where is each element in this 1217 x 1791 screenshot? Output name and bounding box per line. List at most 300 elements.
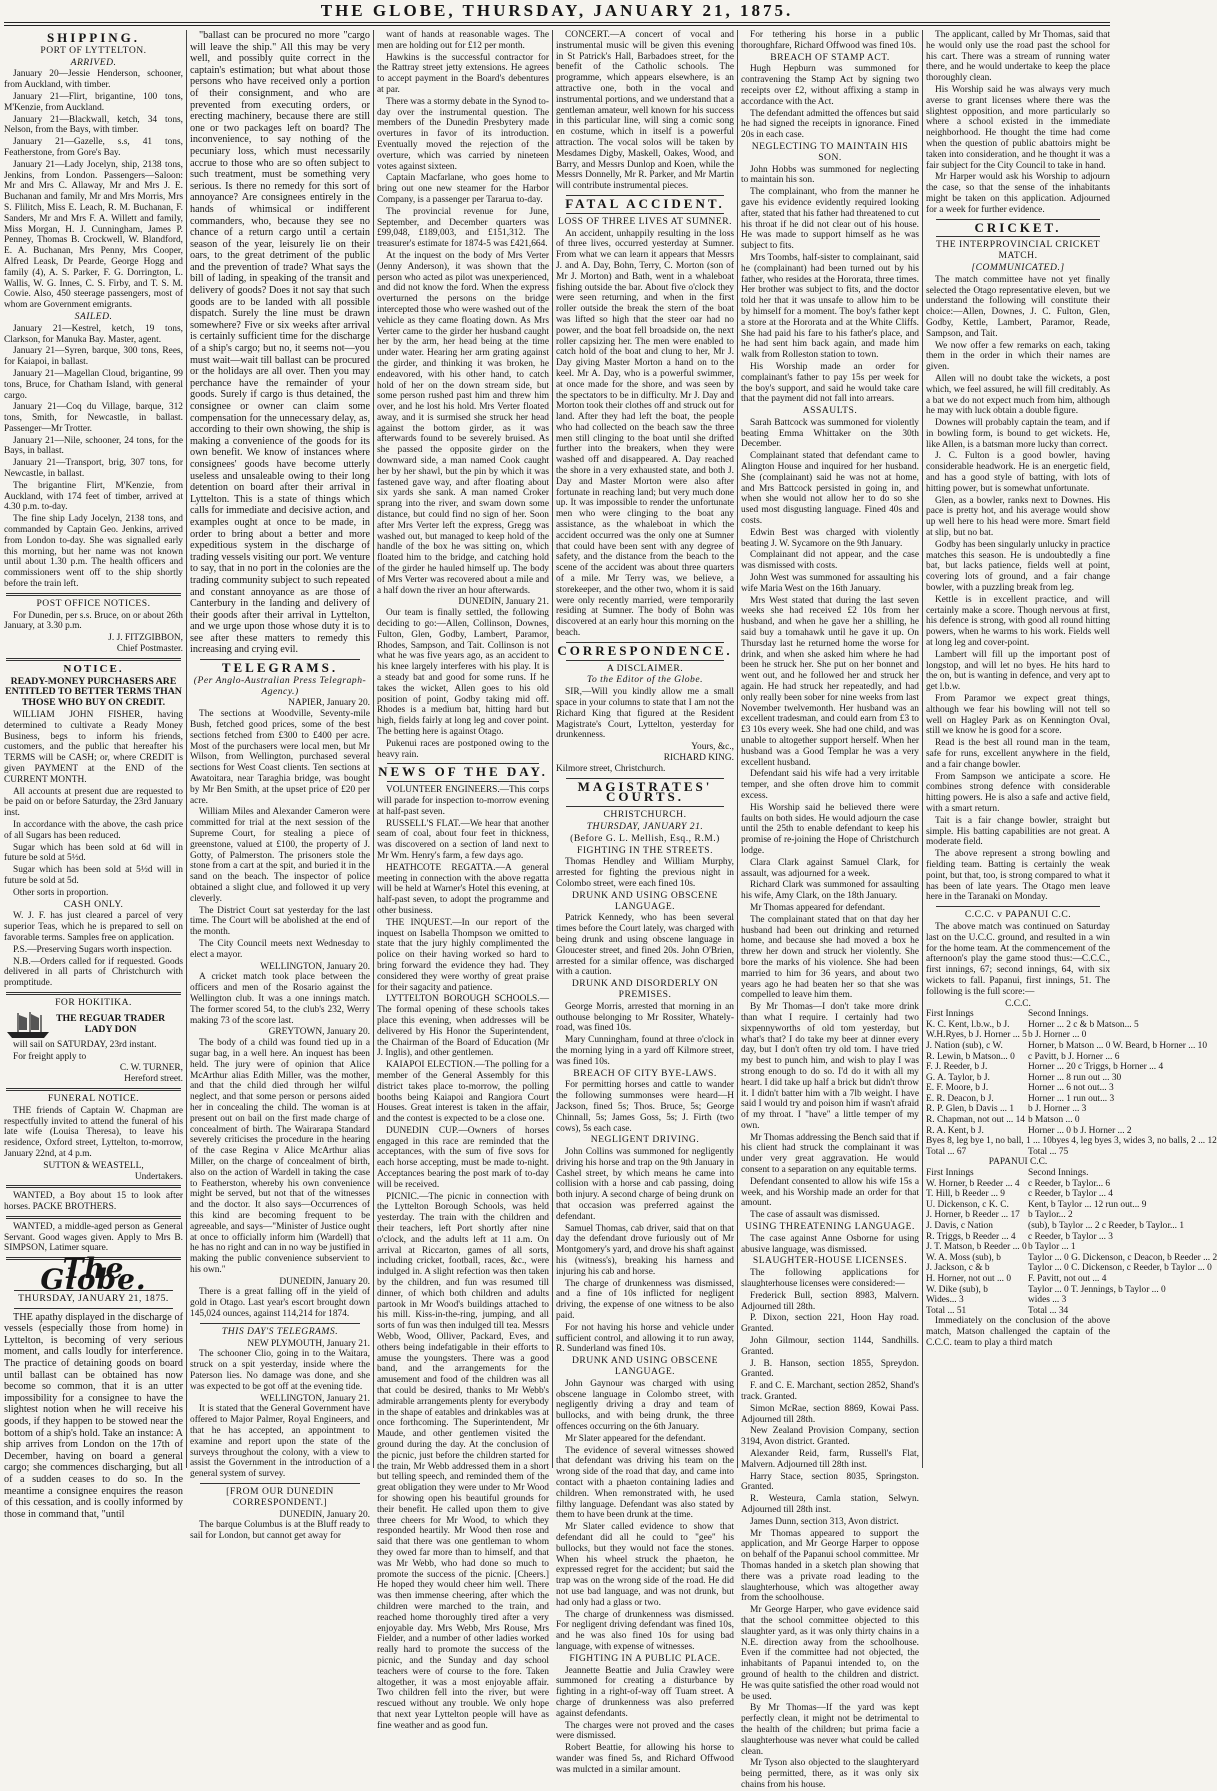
article-para: want of hands at reasonable wages. The men are holding out for £12 per month.: [377, 30, 549, 51]
scorecard-cell: H. Horner, not out ... 0: [926, 1273, 1012, 1284]
case-para: Robert Beattie, for allowing his horse to wander was fined 5s, and Richard Offwood was mulcted in a similar amount.: [556, 1743, 734, 1775]
scorecard-cell: R. P. Glen, b Davis ... 1: [926, 1104, 1015, 1115]
article-para: The provincial revenue for June, September, and December quarters was £99,048, £189,003, and £151,312. The treasurer's estimate for 1874-5 was £421,664.: [377, 206, 549, 250]
case-para: The complainant stated that on that day her husband had been out drinking and returned home, and because she had moved a box he threw her down and struck her violently. She bore the marks of his violence. She had been married to him for 36 years, and about two years ago he had beaten her so that she was compelled to leave him them.: [741, 914, 919, 1001]
hokitika-address: Hereford street.: [124, 1074, 183, 1085]
divider: [6, 1216, 181, 1219]
cash-text: W. J. F. has just cleared a parcel of very superior Teas, which he is prepared to sell on favorable terms. Samples free on application.: [4, 911, 183, 943]
case-para: His Worship said he was always very much averse to grant licenses where there was the slightest opposition, and more particularly so where a school existed in the immediate neighborhood. He thought the time had come when the question of public abattoirs might be taken into consideration, and he thought it was a fair subject for the City Council to take in hand.: [926, 84, 1110, 171]
divider: [6, 1185, 181, 1188]
divider: [200, 1323, 360, 1324]
scorecard-cell: Horner ... 20 c Triggs, b Horner ... 4: [1028, 1062, 1164, 1073]
scorecard-row: [926, 1093, 1115, 1105]
case-para: The defendant admitted the offences but said he had signed the receipts in ignorance. Fined 20s in each case.: [741, 108, 919, 141]
column-rule: [922, 30, 923, 1468]
news-item: PICNIC.—The picnic in connection with the Lyttelton Borough Schools, was held yesterday. The train with the children and their teachers, left Port shortly after nine o'clock, and the adults left at 11 a.m. On arrival at Riccarton, games of all sorts, including cricket, football, races, &c., were indulged in. A slight refection was then taken by the children, and fun was resumed till dinner, of which both children and adults partook in Mr Wood's buildings attached to his mill. Kiss-in-the-ring, jumping, and all sorts of fun was then indulged till tea. Messrs Webb, Wood, Olliver, Packard, Eves, and others being indefatigable in their efforts to amuse the youngsters. There was a good band, and the arrangements for the amusement and food of the children was all that could be desired, thanks to Mr Webb's admirable arrangements plenty for everybody in the shape of eatables and drinkables was at once forthcoming. The Superintendent, Mr Maude, and other gentlemen visited the ground during the day. At the conclusion of the picnic, just before the children started for the train, Mr Webb addressed them in a short but telling speech, and reminded them of the great obligation they were under to Mr Wood for showing open his beautiful grounds for their benefit. He called upon them to give three cheers for Mr Wood, to which they responded heartily. Mr Wood then rose and said that there was one gentleman to whom they owed far more than to himself, and that was Mr Webb, who had done so much to promote the success of the picnic. [Cheers.] He hoped they would cheer him well. There was then immense cheering, after which the children were marched to the train, and reached home thoroughly tired after a very enjoyable day. Mrs Webb, Mrs Rouse, Mrs Fielder, and a number of other ladies worked really hard to promote the success of the picnic, and the Sunday and day school teachers were of course to the fore. Taken altogether, it was a most enjoyable affair. Two children fell into the river, but were rescued without any trouble. We only hope that next year Lyttelton people will have as fine weather and as good fun.: [377, 1191, 549, 1731]
scorecard-row: [926, 1040, 1208, 1052]
scorecard-cell: U. Dickenson, c K. C.: [926, 1199, 1009, 1210]
scorecard-cell: Wides... 3: [926, 1295, 964, 1306]
scorecard-cell: W. A. Moss (sub), b: [926, 1252, 1001, 1263]
case-para: Richard Clark was summoned for assaulting his wife, Amy Clark, on the 18th January.: [741, 880, 919, 902]
sailing-item: The brigantine Flirt, M'Kenzie, from Auckland, with 174 feet of timber, arrived at 4.30 p.m. to-day.: [4, 480, 183, 513]
post-office-text: For Dunedin, per s.s. Bruce, on or about 26th January, at 3.30 p.m.: [4, 610, 183, 632]
hokitika-heading: FOR HOKITIKA.: [55, 996, 132, 1008]
column-3: [377, 30, 549, 1731]
masthead-rule: [4, 22, 1110, 26]
case-para: Defendant said his wife had a very irritable temper, and she often drove him to commit excess.: [741, 769, 919, 801]
telegram-para: The barque Columbus is at the Bluff ready to sail for London, but cannot get away for: [190, 1520, 370, 1542]
license-item: Frederick Bull, section 8983, Malvern. Adjourned till 28th.: [741, 1290, 919, 1312]
disclaimer-heading: A DISCLAIMER.: [606, 662, 684, 674]
scorecard-cell: Horner ... 0 b J. Horner ... 2: [1028, 1125, 1132, 1136]
scorecard-cell: T. Hill, b Reeder ... 9: [926, 1189, 1005, 1200]
scorecard-row: [926, 1051, 1120, 1063]
scorecard-cell: Byes 8, leg bye 1, no ball, 1 ... 10: [926, 1136, 1052, 1147]
scorecard-cell: R. A. Kent, b J.: [926, 1125, 984, 1136]
sailing-item: January 21—Coq du Village, barque, 312 tons, Smith, for Newcastle, in ballast. Passenger—Mr Trotter.: [4, 402, 183, 434]
scorecard-row: [926, 1295, 1110, 1306]
scorecard-cell: F. Pavitt, not out ... 4: [1028, 1273, 1107, 1284]
masthead: THE GLOBE, THURSDAY, JANUARY 21, 1875.: [320, 1, 794, 20]
telegram-para: The sections at Woodville, Seventy-mile Bush, fetched good prices, some of the best sections fetched from £300 to £400 per acre. Most of the purchasers were local men, but Mr Wilson, from Wellington, purchased several sections for West Coast clients. Ten sections at Awatoitara, near Taraghia bridge, was bought by Mr Ben Smith, at the upset price of £20 per acre.: [190, 709, 370, 806]
scorecard-cell: R. Lewin, b Matson... 0: [926, 1051, 1015, 1062]
article-para: Captain Macfarlane, who goes home to bring out one new steamer for the Harbor Company, is a passenger per Tararua to-day.: [377, 173, 549, 205]
scorecard-row: [926, 1030, 1110, 1041]
case-para: Sarah Battcock was summoned for violently beating Emma Whittaker on the 30th December.: [741, 417, 919, 450]
sailing-item: January 21—Kestrel, ketch, 19 tons, Clarkson, for Manuka Bay. Master, agent.: [4, 323, 183, 345]
scorecard-cell: Kent, b Taylor ... 12 run out... 9: [1028, 1199, 1147, 1210]
dateline: DUNEDIN, January 20.: [279, 1276, 370, 1287]
dateline: WELLINGTON, January 21.: [260, 1393, 370, 1404]
news-item: KAIAPOI ELECTION.—The polling for a member of the General Assembly for this district takes place to-morrow, the polling booths being Kaiapoi and Rangiora Court Houses. Great interest is taken in the affair, and the contest is expected to be a close one.: [377, 1060, 549, 1125]
funeral-text: THE friends of Captain W. Chapman are respectfully invited to attend the funeral of his late wife (Louisa Theresa), to leave his residence, Oxford street, Lyttelton, to-morrow, January 22nd, at 4 p.m.: [4, 1105, 183, 1159]
license-item: New Zealand Provision Company, section 3194, Avon district. Granted.: [741, 1426, 919, 1448]
telegram-para: William Miles and Alexander Cameron were committed for trial at the next session of the Supreme Court, for stealing a piece of greenstone, valued at £100, the property of J. Gotty, of Palmerston. The prisoners stole the stone from a cart at the spit, and buried it in the sand on the beach. The inspector of police obtained a slight clue, and followed it up very cleverly.: [190, 807, 370, 904]
leader-continued: "ballast can be procured no more "cargo will leave the ship." All this may be very well, and possibly quite correct in the captain's estimation; but what about those persons who have received only a portion of their consignment, and who are prevented from executing orders, or erecting machinery, because there are still one or two packages left on board? The inconvenience, to say nothing of the pecuniary loss, which must necessarily accrue to those who are so often subject to such treatment, must be something very serious. Is there no remedy for this sort of annoyance? Are consignees entirely in the hands of whimsical or indifferent commanders, who, because they see no chance of a return cargo until a certain season of the year, leisurely lie on their oars, to the great detriment of the public and the prevention of trade? What says the bill of lading, in speaking of the transit and delivery of goods? Does it not say that such goods are to be landed with all possible dispatch. Surely the line must be drawn somewhere? Five or six weeks after arrival is certainly sufficient time for the discharge of a ship's cargo; but no, it seems not—you must wait—wait till ballast can be procured or the holidays are all over. Then you may perchance have the remainder of your goods. Surely if cargo is thus detained, the consignee or owner can claim some compensation for the unnecessary delay, as, according to their own showing, the ship is making a convenience of the goods for its own benefit. We know of instances where consignees' goods have become utterly useless and unsaleable owing to their long detention on board after their arrival in Lyttelton. This is a state of things which calls for immediate and decisive action, and examples ought at once to be made, in order to bring about a better and more expeditious system in the discharge of trading vessels visiting our port. We venture to say, that in no port in the colonies are the trading community subject to such repeated and constant annoyance as are those of Canterbury in the landing and delivery of their goods after their arrival in Lyttelton, and we urge upon those whose duty it is to see after these matters to remedy this increasing and crying evil.: [190, 30, 370, 656]
scorecard-rows: [926, 1178, 1217, 1306]
case-para: Patrick Kennedy, who has been several times before the Court lately, was charged with being drunk and using obscene language in Gloucester street, and fined 20s. John O'Brien, arrested for a similar offence, was discharged with a caution.: [556, 913, 734, 978]
scorecard-cell: J. T. Matson, b Reeder ... 0: [926, 1242, 1027, 1253]
cricket-para: Glen, as a bowler, ranks next to Downes. His pace is pretty hot, and his average would show up well here to his head were more. Smart field at slip, but no bat.: [926, 495, 1110, 539]
scorecard-cell: E. R. Deacon, b J.: [926, 1093, 994, 1104]
article-para: Pukenui races are postponed owing to the heavy rain.: [377, 738, 549, 760]
scorecard-team: C.C.C.: [1005, 998, 1031, 1009]
case-para: Mrs West stated that during the last seven weeks she had received £2 10s from her husband, and when he gave her a shilling, he said buy a tomahawk until he gave it up. On Thursday last he returned home the worse for drink, and when she asked him where he had been he struck her. She put on her bonnet and went out, and he followed her and struck her again. He had struck her repeatedly, and had only really been sober for nine weeks from last November twelvemonth. Her husband was an excellent tradesman, and could earn from £3 to £3 10s every week. She had one child, and was unable to altogether support herself. When her husband was a Good Templar he was a very excellent husband.: [741, 595, 919, 768]
court-date: THURSDAY, JANUARY 21.: [586, 820, 704, 832]
article-para: Our team is finally settled, the following deciding to go:—Allen, Collinson, Downes, Fulton, Glen, Godby, Lambert, Paramor, Rhodes, Sampson, and Tait. Collinson is not what he was five years ago, as an accident to his knee largely interferes with his play. It is a steady bat and good for some runs. If he takes the wicket, Allen goes to his old position of point, Godby taking mid off. Rhodes is a medium bat, hitting hard but high, fields fairly at long leg and cover point. The betting here is against Otago.: [377, 608, 549, 737]
case-para: For tethering his horse in a public thoroughfare, Richard Offwood was fined 10s.: [741, 30, 919, 51]
news-item: DUNEDIN CUP.—Owners of horses engaged in this race are reminded that the acceptances, with the sum of five sovs for each horse accepting, must be made to-night. Acceptances bearing the post mark of to-day will be received.: [377, 1125, 549, 1190]
sailed-label: SAILED.: [74, 310, 113, 322]
post-office-sign: J. J. FITZGIBBON,: [108, 633, 183, 644]
case-para: John Hobbs was summoned for neglecting to maintain his son.: [741, 164, 919, 186]
sailing-item: January 21—Syren, barque, 300 tons, Rees, for Kaiapoi, in ballast.: [4, 346, 183, 368]
fatal-accident-sub: LOSS OF THREE LIVES AT SUMNER.: [557, 215, 733, 227]
letter-body: SIR,—Will you kindly allow me a small space in your columns to state that I am not the Richard King that figured at the Resident Magistrate's Court, Lyttelton, yesterday for drunkenness.: [556, 687, 734, 741]
scorecard-cell: (sub), b Taylor ... 2 c Reeder, b Taylor... 1: [1028, 1221, 1185, 1231]
sailing-item: January 21—Transport, brig, 307 tons, for Newcastle, in ballast.: [4, 458, 183, 480]
divider: [566, 806, 724, 807]
scorecard-cell: E. F. Moore, b J.: [926, 1083, 989, 1094]
article-para: There was a stormy debate in the Synod to-day over the instrumental question. The members of the Dunedin Presbytery made overtures in favor of its introduction. Eventually moved the rejection of the overture, which was carried by nineteen votes against sixteen.: [377, 96, 549, 172]
divider: [566, 660, 724, 661]
scorecard-cell: Taylor ... 0 C. Dickenson, c Reeder, b Taylor ... 0: [1028, 1263, 1212, 1274]
telegram-para: The body of a child was found tied up in a sugar bag, in a well here. An inquest has been held. The jury were of opinion that Alice McArthur alias Edith Miller, was the mother, and that the child died through her wilful neglect, and that some person or persons aided her in concealing the child. The woman is at present out on bail on the first made charge of concealment of birth. The Wairarapa Standard severely criticises the procedure in the hearing of the case Regina v Alice McArthur alias Miller, on the charge of concealment of birth, also on the action of Wardell in taking the case to Featherston, whereby his own convenience might be served, but not that of the witnesses and the doctor. It also says—Occurrences of this kind are becoming frequent to be agreeable, and says—"Minister of Justice ought at once to officially inform him (Wardell) that he has no right and can in no way be justified in making the public convenience subservient to his own.": [190, 1038, 370, 1275]
scorecard-cell: Taylor ... 0 T. Jennings, b Taylor ... 0: [1028, 1284, 1166, 1295]
own-correspondent: [FROM OUR DUNEDIN CORRESPONDENT.]: [226, 1486, 334, 1508]
scorecard-row: [926, 1210, 1110, 1221]
case-para: Mr Slater called evidence to show that defendant did all he could to "gee" his bullocks, but they would not face the stones. When his wheel struck the phaeton, he expressed regret for the accident; but said the trap was on the wrong side of the road. He did not use bad language, and was not drunk, but had only had a glass or two.: [556, 1522, 734, 1608]
license-item: Harry Stace, section 8035, Springston. Granted.: [741, 1471, 919, 1493]
arrival-item: January 21—Flirt, brigantine, 100 tons, M'Kenzie, from Auckland.: [4, 91, 183, 113]
case-para: Mr Thomas appeared to support the application, and Mr George Harper to oppose on behalf of the Papanui school committee. Mr Thomas handed in a sketch plan showing that there was a private road leading to the slaughterhouse, which was altogether away from the schoolhouse.: [741, 1528, 919, 1604]
dateline: GREYTOWN, January 20.: [268, 1027, 370, 1038]
ccc-match-heading: C.C.C. v PAPANUI C.C.: [964, 909, 1072, 921]
shipping-heading: SHIPPING.: [46, 30, 141, 45]
news-item: CONCERT.—A concert of vocal and instrumental music will be given this evening in St Patrick's Hall, Barbadoes street, for the benefit of the Catholic schools. The programme, which appears elsewhere, is an attractive one, both in the vocal and instrumental portions, and we understand that a gentleman amateur, well known for his success in this particular line, will sing a comic song en costume, which in itself is a powerful attraction. The vocal solos will be taken by Mesdames Digby, Maskell, Oakes, Wood, and Barry, and Messrs Dunlop and Koen, while the Messrs Donnelly, Mr R. Parker, and Mr Martin will contribute instrumental pieces.: [556, 30, 734, 192]
wanted-advert: WANTED, a Boy about 15 to look after horses. PACKE BROTHERS.: [4, 1191, 183, 1213]
scorecard-cell: b J. Horner ... 3: [1028, 1104, 1087, 1115]
case-heading: SLAUGHTER-HOUSE LICENSES.: [752, 1255, 908, 1267]
notice-heading: NOTICE.: [63, 662, 124, 675]
scorecard-row: [926, 1284, 1166, 1296]
case-heading: BREACH OF STAMP ACT.: [770, 51, 890, 63]
wanted-advert: WANTED, a middle-aged person as General Servant. Good wages given. Apply to Mrs B. SIMPSON, Latimer square.: [4, 1221, 183, 1254]
divider: [14, 1308, 173, 1309]
cricket-para: The above represent a strong bowling and fielding team. Batting is certainly the weak point, but that, too, is strong compared to what it has been of late years. The Otago men leave here in the Taranaki on Monday.: [926, 849, 1110, 903]
case-para: The case of assault was dismissed.: [750, 1210, 880, 1221]
scorecard-row: [926, 1062, 1164, 1073]
notice-para: Sugar which has been sold at 6d will in future be sold at 5½d.: [4, 842, 183, 864]
scorecard-cell: b Taylor ... 1: [1028, 1242, 1076, 1253]
cash-heading: CASH ONLY.: [63, 898, 124, 910]
case-heading: USING THREATENING LANGUAGE.: [745, 1221, 915, 1233]
notice-para: Other sorts in proportion.: [13, 887, 109, 898]
license-item: P. Dixon, section 221, Hoon Hay road. Granted.: [741, 1313, 919, 1335]
dateline: NEW PLYMOUTH, January 21.: [247, 1338, 370, 1349]
case-heading: DRUNK AND USING OBSCENE LANGUAGE.: [571, 1355, 719, 1378]
news-item: LYTTELTON BOROUGH SCHOOLS.—The formal opening of these schools takes place this evening, when addresses will be delivered by His Honor the Superintendent, the Chairman of the Board of Education (Mr J. Inglis), and other gentlemen.: [377, 994, 549, 1059]
scorecard-row: [926, 1136, 1217, 1147]
scorecard-cell: W. Horner, b Reeder ... 4: [926, 1178, 1020, 1189]
funeral-sign: SUTTON & WEASTELL,: [43, 1160, 144, 1171]
column-rule: [552, 30, 553, 1468]
divider: [6, 593, 181, 596]
scorecard-cell: J. Nation (sub), c W.: [926, 1040, 1003, 1051]
column-5: [741, 30, 919, 1790]
scorecard-cell: c Reeder, b Taylor ... 4: [1028, 1189, 1113, 1200]
column-rule: [373, 30, 374, 1468]
scorecard-cell: G. A. Taylor, b J.: [926, 1072, 990, 1083]
notice-body: WILLIAM JOHN FISHER, having determined to cultivate a Ready Money Business, begs to inform his friends, customers, and the public that hereafter his TERMS will be CASH; or, where CREDIT is given PAYMENT at the END of the CURRENT MONTH.: [4, 710, 183, 785]
arrived-label: ARRIVED.: [70, 56, 117, 68]
case-heading: FIGHTING IN A PUBLIC PLACE.: [569, 1652, 721, 1664]
arrival-item: January 21—Blackwall, ketch, 34 tons, Nelson, from the Bays, with timber.: [4, 114, 183, 136]
hokitika-agent: C. W. TURNER,: [119, 1063, 183, 1074]
funeral-heading: FUNERAL NOTICE.: [47, 1092, 140, 1104]
license-item: Simon McRae, section 8869, Kowai Pass. Adjourned till 28th.: [741, 1403, 919, 1425]
post-office-role: Chief Postmaster.: [116, 644, 183, 655]
case-para: Mr George Harper, who gave evidence said that the school committee objected to this slaughter yard, as it was only thirty chains in a N.E. direction away from the schoolhouse. Even if the committee had not objected, the inhabitants of Papanui intended to, on the ground of health to the children and district. He was quite satisfied the other road would not be used.: [741, 1605, 919, 1702]
dateline: WELLINGTON, January 20.: [260, 961, 370, 972]
port-heading: PORT OF LYTTELTON.: [40, 44, 147, 56]
scorecard-cell: R. Chapman, not out ... 14: [926, 1115, 1025, 1126]
sailing-item: The fine ship Lady Jocelyn, 2138 tons, and commanded by Captain Geo. Jenkins, arrived from London to-day. She was signalled early this morning, but her name was not known until about 1.30 p.m. The health officers and commissioners went off to the ship shortly before the train left.: [4, 514, 183, 590]
communicated-label: [COMMUNICATED.]: [971, 261, 1065, 273]
scorecard-cell: byes 4, leg byes 3, wides 3, no balls, 2 ... 12: [1051, 1136, 1217, 1147]
case-para: By Mr Thomas—If the yard was kept perfectly clean, it might not be detrimental to the health of the children; but prima facie a slaughterhouse was never what could be called clean.: [741, 1703, 919, 1757]
hokitika-trader: THE REGUAR TRADER: [56, 1012, 166, 1024]
hokitika-ship-name: LADY DON: [84, 1023, 137, 1035]
case-heading: ASSAULTS.: [802, 405, 858, 417]
divider: [200, 1483, 360, 1484]
notice-para: In accordance with the above, the cash price of all Sugars has been reduced.: [4, 819, 183, 841]
news-item: HEATHCOTE REGATTA.—A general meeting in connection with the above regatta will be held at Warner's Hotel this evening, at half-past seven, to adopt the programme and other business.: [377, 862, 549, 916]
telegram-para: The schooner Clio, going in to the Waitara, struck on a spit yesterday, inside where the Paterson lies. No damage was done, and she was expected to be got off at the evening tide.: [190, 1349, 370, 1392]
case-para: His Worship made an order for complainant's father to pay 15s per week for the boy's support, and said he would take care that the payment did not fall into arrears.: [741, 361, 919, 405]
scorecard-row: [926, 1179, 1110, 1190]
divider: [6, 1088, 181, 1091]
scorecard-row: [926, 1252, 1217, 1264]
case-heading: NEGLECTING TO MAINTAIN HIS SON.: [751, 140, 909, 163]
scorecard-cell: W.H.Ryes, b J. Horner ... 5: [926, 1030, 1027, 1041]
scorecard-cell: Taylor ... 0 G. Dickenson, c Deacon, b Reeder ... 2: [1028, 1252, 1217, 1263]
cricket-para: J. C. Fulton is a good bowler, having considerable headwork. He is an energetic field, and has a good style of batting, with lots of hitting power, but is somewhat unfortunate.: [926, 451, 1110, 494]
cricket-para: From Paramor we expect great things, although we fear his bowling will not tell so well on Hagley Park as on Kennington Oval, still we know he is good for a score.: [926, 694, 1110, 737]
article-para: At the inquest on the body of Mrs Verter (Jenny Anderson), it was shown that the person who acted as pilot was unexperienced, and did not know the ford. When the express overturned the persons on the bridge intercepted those who were washed out of the vehicle as they came floating down. As Mrs Verter came to the girder her husband caught her by the arm, her head being at the time under water. Hearing her arm grating against the girder, and thinking it was broken, he endeavored, with his other hand, to catch hold of her on the down stream side, but some person rushed past him and threw him over, and he lost his hold. Mrs Verter floated away, and it is surmised she struck her head against the bottom girder, as it was afterwards found to be severely bruised. As she passed the opposite girder on the downward side, a man named Cook caught her by her shawl, but the pin by which it was fastened gave way, and after floating about six yards she sank. A man named Croker sprang into the river, and swam down some distance, but could find no sign of her. Soon after Mrs Verter left the express, Gregg was washed out, but managed to keep hold of the handle of the box he was sitting on, which floated him to the bridge, and catching hold of the girder he hauled himself up. The body of Mrs Verter was recovered about a mile and a half down the river an hour afterwards.: [377, 250, 549, 596]
scorecard-row: [926, 1189, 1113, 1200]
case-para: The following applications for slaughterhouse licenses were considered:—: [741, 1268, 919, 1290]
case-para: Mr Thomas appeared for defendant.: [750, 902, 885, 913]
cricket-para: Tait is a fair change bowler, straight but simple. His batting capabilities are not great. A moderate field.: [926, 815, 1110, 848]
column-rule: [186, 30, 187, 1468]
license-item: James Dunn, section 313, Avon district.: [750, 1516, 899, 1527]
case-para: Mr Thomas addressing the Bench said that if his client had struck the complainant it was under very great aggravation. He would consent to a separation on any equitable terms.: [741, 1132, 919, 1176]
ps-text: P.S.—Preserving Sugars worth inspection.: [13, 944, 172, 955]
telegram-para: There is a great falling off in the yield of gold in Otago. Last year's escort brought down 145,024 ounces, against 114,214 for 1874.: [190, 1287, 370, 1320]
case-heading: FIGHTING IN THE STREETS.: [576, 844, 713, 856]
letter-signature: RICHARD KING.: [663, 753, 734, 763]
notice-caps: READY-MONEY PURCHASERS ARE ENTITLED TO BETTER TERMS THAN THOSE WHO BUY ON CREDIT.: [5, 675, 182, 709]
case-heading: DRUNK AND USING OBSCENE LANGUAGE.: [571, 889, 719, 912]
scorecard-row: [926, 1125, 1132, 1137]
telegram-para: The City Council meets next Wednesday to elect a mayor.: [190, 938, 370, 960]
arrival-item: January 21—Lady Jocelyn, ship, 2138 tons, Jenkins, from London. Passengers—Saloon: Mr and Mrs C. Allaway, Mr and Mrs J. E. Buchanan and family, Mr and Mrs Morris, Mrs S. Flilitch, Miss E. Leach, R. M. Buchanan, F. Sanders, Mr and Mrs F. A. Willett and family, Miss Morgan, H. J. Cunningham, James P. Penney, Thomas B. Crockwell, W. Blandford, E. A. Buchanan, Mrs Penny, Mrs Cooper, Alfred Leask, Dr Pearde, George Hogg and family (4), A. S. Parker, F. G. Dorrington, L. Wallis, W. G. Innes, C. S. Firby, and T. S. M. Cowie. Also, 450 steerage passengers, most of whom are Government emigrants.: [4, 159, 183, 311]
scorecard-row: [926, 1242, 1110, 1253]
scorecard-cell: K. C. Kent, l.b.w., b J.: [926, 1019, 1010, 1030]
cricket-para: Downes will probably captain the team, and if in bowling form, is bound to get wickets. He, like Allen, is a batsman more lucky than correct.: [926, 418, 1110, 450]
column-1: [4, 30, 183, 1520]
news-item: RUSSELL'S FLAT.—We hear that another seam of coal, about four feet in thickness, was discovered on a section of land next to Mr Wm. Henry's farm, a few days ago.: [377, 818, 549, 861]
case-para: Clara Clark against Samuel Clark, for assault, was adjourned for a week.: [741, 857, 919, 879]
scorecard-row: [926, 1083, 1114, 1094]
case-para: John Collins was summoned for negligently driving his horse and trap on the 9th January in Cashel street, by which means he came into collision with a horse and cab passing, doing both injury. A second charge of being drunk on that occasion was preferred against the defendant.: [556, 1147, 734, 1222]
scorecard-cell: Horner ... 2 c & b Matson... 5: [1028, 1019, 1139, 1030]
dateline: NAPIER, January 20.: [288, 698, 370, 709]
news-of-the-day-heading: NEWS OF THE DAY.: [378, 764, 548, 780]
nb-text: N.B.—Orders called for if requested. Goods delivered in all parts of Christchurch with promptitude.: [4, 956, 183, 989]
case-para: For permitting horses and cattle to wander the following summonses were heard—H Jackson, fined 5s; Thos. Bruce, 5s; George Chinnall, 5s; James Goss, 5s; J. Firth (two cows), 5s each case.: [556, 1080, 734, 1134]
case-para: Hugh Hepburn was summoned for contravening the Stamp Act by signing two receipts over £2, without affixing a stamp in accordance with the Act.: [741, 64, 919, 107]
match-heading: THE INTERPROVINCIAL CRICKET MATCH.: [936, 239, 1100, 262]
scorecard-row: [926, 1221, 1185, 1232]
court-place: CHRISTCHURCH.: [603, 809, 687, 821]
scorecard: [926, 998, 1217, 1317]
article-para: Hawkins is the successful contractor for the Rattray street jetty extensions. He agrees to accept payment in the Board's debentures at par.: [377, 52, 549, 95]
cricket-para: Godby has been singularly unlucky in practice matches this season. He is undoubtedly a fine bat, but lacks patience, fields well at point, covering lots of ground, and a fair change bowler, with a puzzling break from leg.: [926, 539, 1110, 594]
cricket-para: Lambert will fill up the important post of longstop, and will let no byes. He hits hard to the on, but is wanting in defence, and very apt to get l.b.w.: [926, 649, 1110, 693]
telegram-para: It is stated that the General Government have offered to Major Palmer, Royal Engineers, and that he has accepted, an appointment to examine and report upon the state of the surveys throughout the colony, with a view to assist the Government in the introduction of a general system of survey.: [190, 1404, 370, 1480]
cricket-para: The match committee have not yet finally selected the Otago representative eleven, but we understand the following will constitute their choice:—Allen, Downes, J. C. Fulton, Glen, Godby, Kettle, Lambert, Paramor, Reade, Sampson, and Tait.: [926, 274, 1110, 339]
correspondence-heading: CORRESPONDENCE.: [557, 642, 733, 658]
telegrams-sub: (Per Anglo-Australian Press Telegraph-Agency.): [193, 674, 367, 697]
case-para: Edwin Best was charged with violently beating J. W. Sycamore on the 9th January.: [741, 527, 919, 549]
scorecard-cell: Horner ... 6 not out... 3: [1028, 1083, 1114, 1094]
case-para: Defendant consented to allow his wife 15s a week, and his Worship made an order for that amount.: [741, 1176, 919, 1209]
news-item: THE INQUEST.—In our report of the inquest on Isabella Thompson we omitted to state that the jury highly complimented the police on their having worked so hard to bring forward the evidence they had. They considered they were worthy of great praise for their sagacity and patience.: [377, 917, 549, 993]
scorecard-row: [926, 1115, 1110, 1126]
case-para: John West was summoned for assaulting his wife Maria West on the 16th January.: [741, 573, 919, 594]
case-para: By Mr Thomas—I don't take more drink than what I require. I certainly had two sixpennyworths of old tom yesterday, but what's that? I do take my beer at dinner every day, but I don't often try old tom. I have tried my best to punch him, and wish to play I was strong enough to do so. I'd do it with all my heart. I did take up half a brick but didn't throw it. I didn't batter him with a 7lb weight. I have said I would try and poison him if wasn't afraid of my throat. I "have" a little temper of my own.: [741, 1002, 919, 1131]
cricket-para: Kettle is in excellent practice, and will certainly make a score. Though nervous at first, his defence is strong, with good all round hitting powers, when he warms to his work. Fields well at long leg and cover-point.: [926, 594, 1110, 649]
scorecard-total: Total ... 67 Total ... 75: [926, 1146, 1069, 1157]
scorecard-row: [926, 1104, 1110, 1115]
leader-article: THE apathy displayed in the discharge of vessels (especially those from home) in Lyttelton, is becoming of very serious moment, and calls loudly for interference. The practice of detaining goods on board until ballast can be obtained has now become so common, that it is an utter impossibility for a consignee to have the slightest notion when he will receive his goods, if they happen to be stowed near the bottom of a ship's hold. Take an instance: A ship arrives from London on the 17th of December, having on board a general cargo; she commences discharging, but all of a sudden ceases to do so. In the meantime a consignee enquires the reason of this cessation, and is coolly informed by those in command that, "until: [4, 1311, 183, 1520]
scorecard-cell: wides ... 3: [1028, 1295, 1067, 1306]
hokitika-sail: will sail on SATURDAY, 23rd instant.: [13, 1039, 157, 1050]
scorecard-cell: W. Dike (sub), b: [926, 1284, 988, 1295]
scorecard-rows: [926, 1019, 1217, 1147]
scorecard-row: [926, 1019, 1139, 1031]
column-rule: [737, 30, 738, 1468]
case-para: The applicant, called by Mr Thomas, said that he would only use the road past the school for his cart. There was a stream of running water there, and he would undertake to keep the place thoroughly clean.: [926, 30, 1110, 84]
scorecard-cell: c Reeder, b Taylor... 6: [1028, 1178, 1111, 1189]
sailing-item: January 21—Nile, schooner, 24 tons, for the Bays, in ballast.: [4, 435, 183, 457]
scorecard-row: [926, 1231, 1113, 1243]
scorecard-cell: R. Triggs, b Reeder ... 4: [926, 1231, 1016, 1242]
arrival-item: January 20—Jessie Henderson, schooner, from Auckland, with timber.: [4, 69, 183, 91]
notice-para: All accounts at present due are requested to be paid on or before Saturday, the 23rd January inst.: [4, 786, 183, 819]
case-para: John Gaynour was charged with using obscene language in Colombo street, with negligently driving a dray and team of bullocks, and with being drunk, the three offences occurring on the 6th January.: [556, 1378, 734, 1433]
case-para: Complainant stated that defendant came to Alington House and inquired for her husband. She (complainant) said he was not at home, and Mrs Battcock persisted in going in, and when she would not allow her to do so she used most disgusting language. Fined 40s and costs.: [741, 451, 919, 527]
this-days-telegrams-heading: THIS DAY'S TELEGRAMS.: [221, 1325, 339, 1337]
license-item: J. B. Hanson, section 1855, Spreydon. Granted.: [741, 1358, 919, 1380]
telegram-para: A cricket match took place between the officers and men of the Rosario against the Wellington club. It was a one innings match. The former scored 54, to the club's 232, Werry making 73 of the score last.: [190, 972, 370, 1026]
sailing-item: January 21—Magellan Cloud, brigantine, 99 tons, Bruce, for Chatham Island, with general cargo.: [4, 368, 183, 401]
globe-title: The Globe.: [40, 1252, 147, 1297]
case-para: Mrs Toombs, half-sister to complainant, said he (complainant) had been turned out by his father, who resides at the Hororata, three times. Her brother was subject to fits, and the doctor told her that it was unsafe to allow him to be by himself for a moment. The boy's father kept a store at the Hororata and at the White Cliffs. She had paid his fare to his father's place, and he had sent him back again, and made him walk from Rolleston station to town.: [741, 252, 919, 361]
scorecard-cell: F. J. Reeder, b J.: [926, 1062, 988, 1073]
case-heading: DRUNK AND DISORDERLY ON PREMISES.: [571, 978, 719, 1000]
case-para: Complainant did not appear, and the case was dismissed with costs.: [741, 550, 919, 572]
hokitika-advert: [4, 1010, 183, 1040]
arrival-item: January 21—Gazelle, s.s, 41 tons, Featherstone, from Gore's Bay.: [4, 137, 183, 158]
case-para: Mr Slater appeared for the defendant.: [565, 1433, 706, 1444]
case-para: Mary Cunningham, found at three o'clock in the morning lying in a yard off Kilmore street, was fined 10s.: [556, 1035, 734, 1067]
case-para: The evidence of several witnesses showed that defendant was driving his team on the wrong side of the road that day, and came into contact with a phaeton containing ladies and children. When remonstrated with, he used filthy language. Defendant was also stated by them to have been drunk at the time.: [556, 1445, 734, 1521]
license-item: R. Westeura, Camla station, Selwyn. Adjourned till 28th inst.: [741, 1494, 919, 1515]
scorecard-cell: J. Davis, c Nation: [926, 1221, 993, 1231]
column-6: [926, 30, 1217, 1468]
globe-date: THURSDAY, JANUARY 21, 1875.: [18, 1292, 169, 1304]
case-para: Jeannette Beattie and Julia Crawley were summoned for creating a disturbance by fighting in a right-of-way off Tuam street. A charge of drunkenness was also preferred against defendants.: [556, 1665, 734, 1719]
telegrams-heading: TELEGRAMS.: [221, 660, 339, 676]
hokitika-freight: For freight apply to: [13, 1051, 87, 1062]
cricket-heading: CRICKET.: [974, 219, 1062, 235]
divider: [387, 781, 539, 782]
license-item: John Gilmour, section 1144, Sandhills. Granted.: [741, 1336, 919, 1357]
cricket-para: Immediately on the conclusion of the above match, Matson challenged the captain of the C.C.C. team to play a third match: [926, 1316, 1110, 1348]
scorecard-row: [926, 1072, 1122, 1084]
scorecard-total: Total ... 51 Total ... 34: [926, 1305, 1069, 1316]
article-para: An accident, unhappily resulting in the loss of three lives, occurred yesterday at Sumner. From what we can learn it appears that Messrs J. and A. Day, Bohn, Terry, C. Morton (son of Mr J. Morton) and Bath, went in a whaleboat fishing outside the bar. About five o'clock they were seen returning, and when in the first roller outside the break the stern of the boat was lifted so high that the steer oar had no power, and the boat fell broadside on, the next roller capsizing her. The men were enabled to catch hold of the boat and clung to her, Mr J. Day giving Master Morton a hand on to the keel. Mr A. Day, who is a powerful swimmer, at once made for the shore, and was seen by the spectators to be in difficulty. Mr J. Day and Morton took their clothes off and struck out for land. After they had left the boat, the people who had collected on the beach saw the three men still clinging to the boat until she drifted further into the breakers, when they were washed off and disappeared. A. Day reached the shore in a very exhausted state, and both J. Day and Master Morton were also after fortunate in reaching land; but very much done up. It was impossible to render the unfortunate men who were clinging to the boat any assistance, as the whaleboat in which the accident occurred was the only one at Sumner that could have been sent with any degree of safety, and the distance from the beach to the scene of the accident was about three quarters of a mile. Mr Terry was, we believe, a storekeeper, and the other two, whom it is said were only recently married, were temporarily residing at Sumner. The body of Bohn was discovered at an early hour this morning on the beach.: [556, 228, 734, 639]
column-2: [190, 30, 370, 1542]
ship-icon: [4, 1010, 52, 1040]
scorecard-row: [926, 1274, 1110, 1285]
scorecard-row: [926, 1263, 1212, 1274]
scorecard-row: [926, 1199, 1147, 1211]
case-para: Mr Tyson also objected to the slaughteryard being permitted, there, as it was only six chains from his house.: [741, 1758, 919, 1790]
license-item: F. and C. E. Marchant, section 2852, Shand's track. Granted.: [741, 1381, 919, 1403]
scorecard-cell: b J. Horner ... 0: [1028, 1030, 1087, 1041]
court-before: (Before G. L. Mellish, Esq., R.M.): [570, 832, 720, 844]
post-office-heading: POST OFFICE NOTICES.: [36, 597, 151, 609]
case-para: George Morris, arrested that morning in an outhouse belonging to Mr Rossiter, Whately-road, was fined 10s.: [556, 1001, 734, 1034]
letter-yours: Yours, &c.,: [691, 742, 734, 753]
cricket-para: Allen will no doubt take the wickets, a post which, we feel assured, he will fill creditably. As a bat we do not expect much from him, although he may with luck obtain a double figure.: [926, 373, 1110, 417]
case-para: The charges were not proved and the cases were dismissed.: [556, 1720, 734, 1742]
scorecard-cell: c Reeder, b Taylor ... 3: [1028, 1231, 1113, 1242]
cricket-para: We now offer a few remarks on each, taking them in the order in which their names are given.: [926, 340, 1110, 373]
funeral-role: Undertakers.: [134, 1171, 183, 1182]
fatal-accident-heading: FATAL ACCIDENT.: [565, 195, 725, 211]
case-para: The complainant, who from the manner he gave his evidence evidently required looking after, stated that his father had threatened to cut his throat if he did not clear out of his house. He was made to support himself as he was subject to fits.: [741, 187, 919, 252]
case-para: The charge of drunkenness was dismissed. For negligent driving defendant was fined 10s, and he was also fined 10s for using bad language, with expense of witnesses.: [556, 1609, 734, 1652]
cricket-para: From Sampson we anticipate a score. He combines strong defence with considerable hitting powers. He is also a safe and active field, with a smart return.: [926, 771, 1110, 814]
cricket-para: Read is the best all round man in the team, safe for runs, excellent anywhere in the field, and a fair change bowler.: [926, 738, 1110, 770]
divider: [6, 658, 181, 661]
case-para: The case against Anne Osborne for using abusive language, was dismissed.: [741, 1233, 919, 1255]
scorecard-cell: c Pavitt, b J. Horner ... 6: [1028, 1051, 1120, 1062]
scorecard-columns: First Innings Second Innings.: [926, 1009, 1089, 1020]
divider: [936, 236, 1100, 237]
case-para: For not having his horse and vehicle under sufficient control, and allowing it to run away, R. Sunderland was fined 10s.: [556, 1322, 734, 1355]
cricket-para: The above match was continued on Saturday last on the U.C.C. ground, and resulted in a win for the home team. At the commencement of the afternoon's play the game stood thus:—C.C.C., first innings, 67; second innings, 64, with six wickets to fall. Papanui, first innings, 51. The following is the full score:—: [926, 921, 1110, 997]
scorecard-cell: Horner ... 1 run out... 3: [1028, 1093, 1115, 1104]
divider: [566, 213, 724, 214]
case-heading: BREACH OF CITY BYE-LAWS.: [573, 1067, 717, 1079]
scorecard-cell: Horner, b Matson ... 0 W. Beard, b Horner ... 10: [1028, 1040, 1208, 1051]
divider: [936, 906, 1100, 907]
dateline: DUNEDIN, January 20.: [279, 1509, 370, 1520]
case-para: His Worship said he believed there were faults on both sides. He would adjourn the case until the 25th to enable defendant to keep his promise of re-joining the Hope of Christchurch lodge.: [741, 802, 919, 856]
letter-place: Kilmore street, Christchurch.: [556, 763, 666, 774]
license-item: Alexander Reid, farm, Russell's Flat, Malvern. Adjourned till 28th inst.: [741, 1449, 919, 1470]
scorecard-cell: b Matson ... 0: [1028, 1115, 1080, 1126]
column-4: [556, 30, 734, 1775]
case-heading: NEGLIGENT DRIVING.: [590, 1134, 700, 1146]
scorecard-cell: J. Horner, b Reeder ... 17: [926, 1210, 1020, 1221]
scorecard-cell: b Taylor... 2: [1028, 1210, 1073, 1221]
divider: [6, 992, 181, 995]
dateline: DUNEDIN, January 21.: [458, 597, 549, 608]
case-para: Thomas Hendley and William Murphy, arrested for fighting the previous night in Colombo street, were each fined 10s.: [556, 857, 734, 889]
news-item: VOLUNTEER ENGINEERS.—This corps will parade for inspection to-morrow evening at half-past seven.: [377, 785, 549, 817]
scorecard-team: PAPANUI C.C.: [988, 1157, 1048, 1168]
case-para: The charge of drunkenness was dismissed, and a fine of 10s inflicted for negligent driving, the expense of one witness to be also paid.: [556, 1278, 734, 1322]
magistrates-heading: MAGISTRATES' COURTS.: [577, 778, 713, 805]
scorecard-cell: Horner ... 8 run out ... 30: [1028, 1072, 1122, 1083]
